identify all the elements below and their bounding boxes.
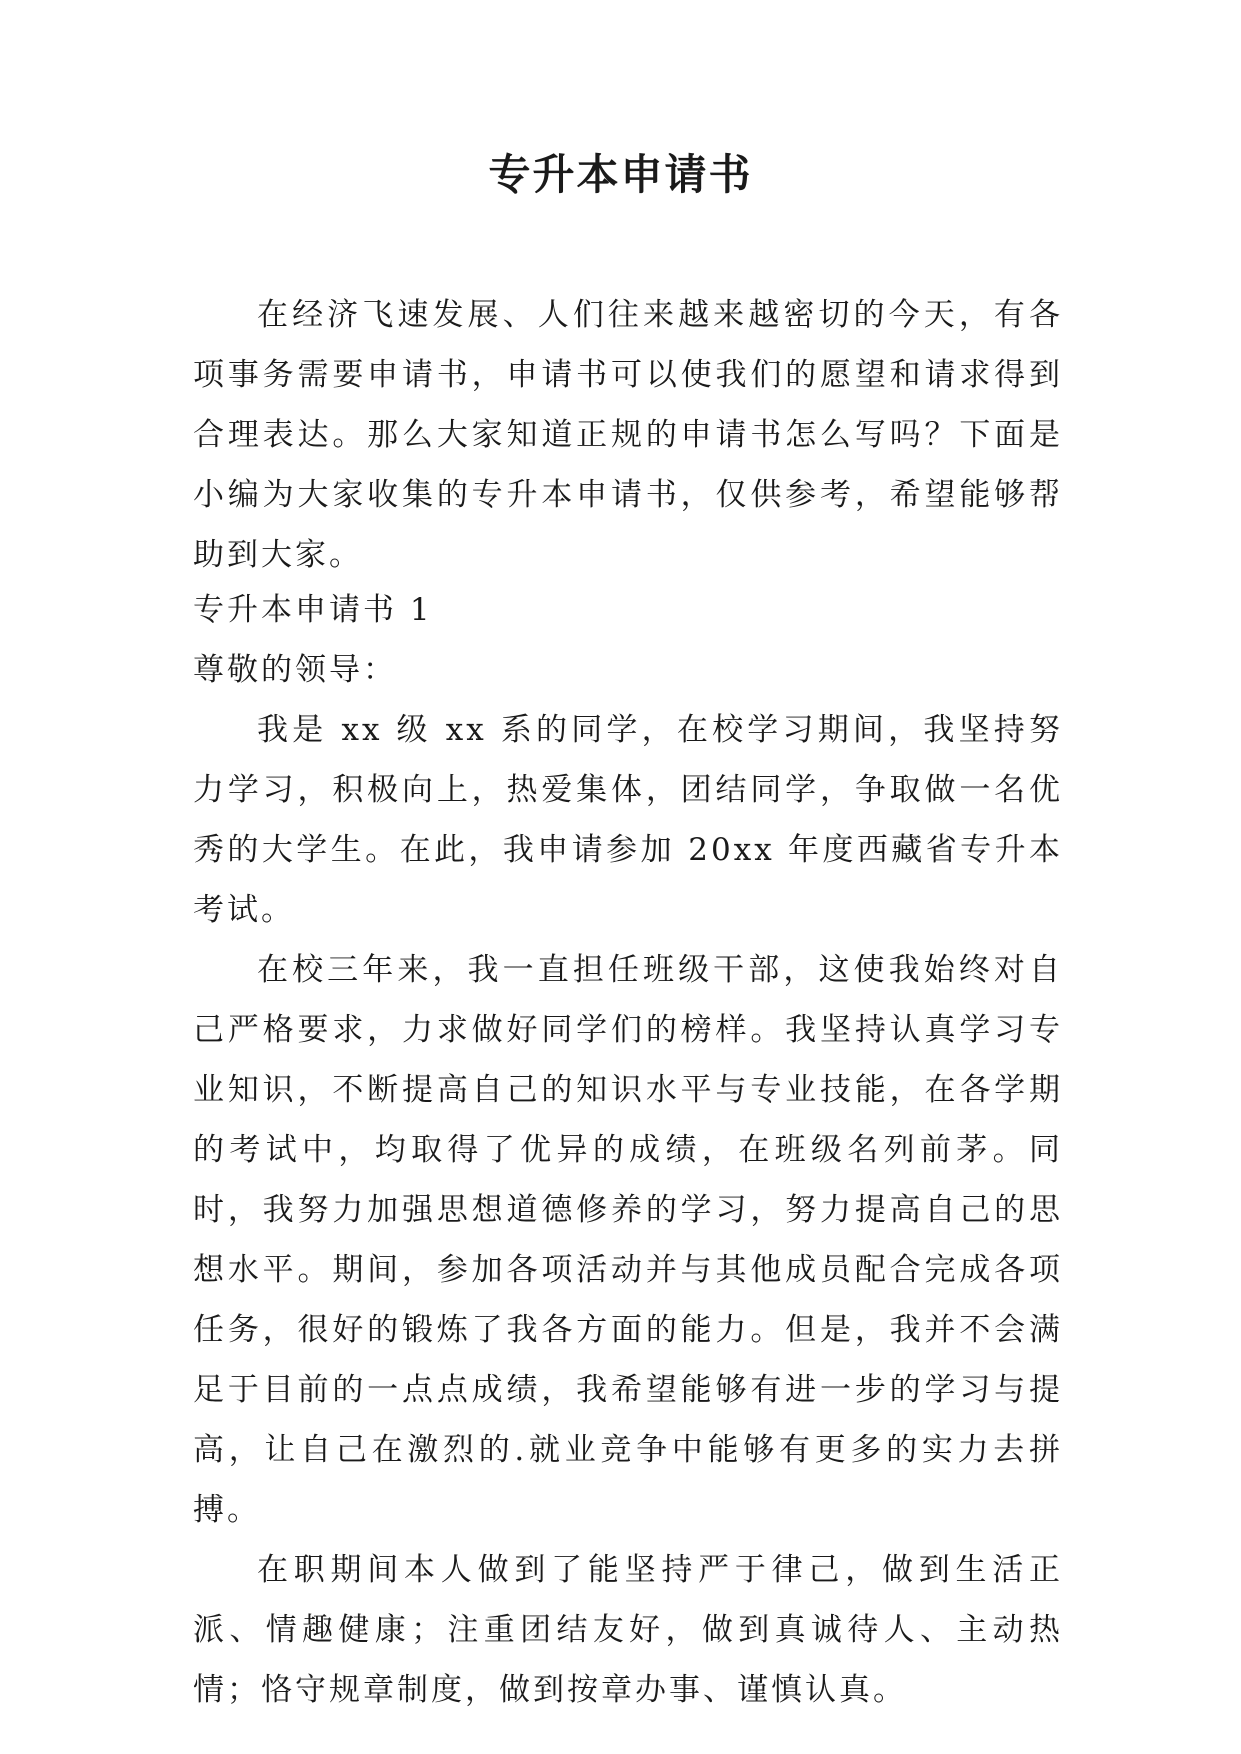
document-title: 专升本申请书 <box>488 150 753 199</box>
body-paragraph-3: 在职期间本人做到了能坚持严于律己，做到生活正派、情趣健康；注重团结友好，做到真诚待人、主动热情；恪守规章制度，做到按章办事、谨慎认真。 <box>193 1552 1063 1708</box>
intro-block <box>193 285 1063 585</box>
intro-paragraph: 在经济飞速发展、人们往来越来越密切的今天，有各项事务需要申请书，申请书可以使我们的愿望和请求得到合理表达。那么大家知道正规的申请书怎么写吗？下面是小编为大家收集的专升本申请书，仅供参考，希望能够帮助到大家。 <box>193 297 1063 573</box>
salutation: 尊敬的领导： <box>193 652 397 688</box>
application-section <box>193 580 1063 1720</box>
body-paragraph-2: 在校三年来，我一直担任班级干部，这使我始终对自己严格要求，力求做好同学们的榜样。我坚持认真学习专业知识，不断提高自己的知识水平与专业技能，在各学期的考试中，均取得了优异的成绩，在班级名列前茅。同时，我努力加强思想道德修养的学习，努力提高自己的思想水平。期间，参加各项活动并与其他成员配合完成各项任务，很好的锻炼了我各方面的能力。但是，我并不会满足于目前的一点点成绩，我希望能够有进一步的学习与提高，让自己在激烈的.就业竞争中能够有更多的实力去拼搏。 <box>193 952 1063 1528</box>
section-heading: 专升本申请书 1 <box>193 592 433 628</box>
body-paragraph-1: 我是 xx 级 xx 系的同学，在校学习期间，我坚持努力学习，积极向上，热爱集体，团结同学，争取做一名优秀的大学生。在此，我申请参加 20xx 年度西藏省专升本考试。 <box>193 712 1063 928</box>
